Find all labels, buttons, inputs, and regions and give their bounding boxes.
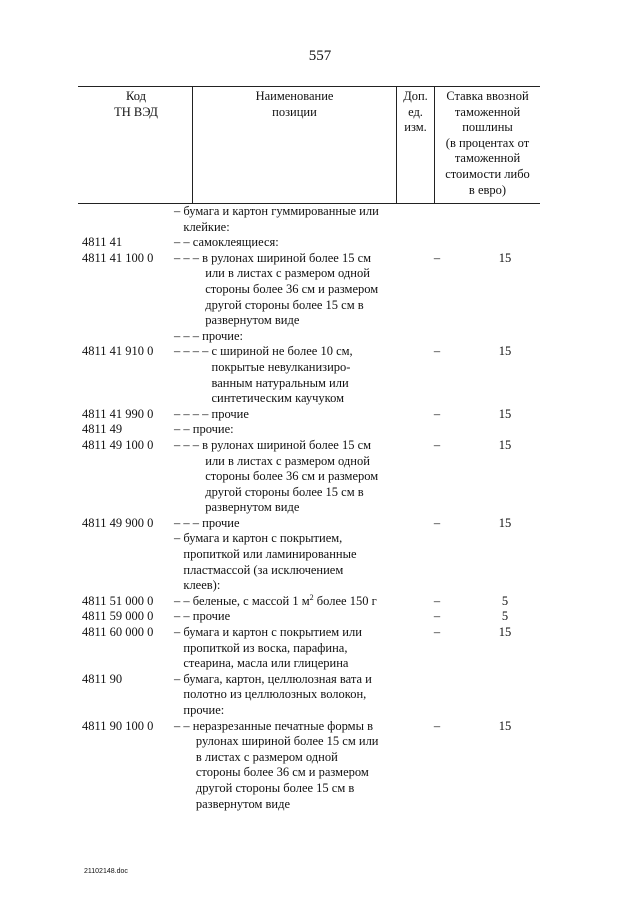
duty-rate (470, 454, 540, 470)
tn-ved-code (0, 765, 174, 781)
position-name: – бумага и картон гуммированные или (174, 204, 379, 218)
additional-unit (404, 531, 470, 547)
tn-ved-code (0, 376, 174, 392)
additional-unit (404, 485, 470, 501)
tn-ved-code (0, 531, 174, 547)
duty-rate (470, 687, 540, 703)
additional-unit: – (433, 344, 441, 359)
position-name: – – неразрезанные печатные формы в (174, 718, 374, 733)
tn-ved-code: 4811 49 900 0 (82, 515, 154, 530)
additional-unit (404, 672, 470, 688)
position-name: стороны более 36 см и размером (174, 469, 379, 484)
duty-rate (470, 547, 540, 563)
duty-rate (470, 422, 540, 438)
position-name: – бумага и картон с покрытием, (174, 531, 343, 546)
tn-ved-code (0, 204, 174, 220)
additional-unit (404, 469, 470, 485)
table-row (0, 344, 640, 360)
position-name: покрытые невулканизиро- (174, 359, 351, 374)
table-row (0, 719, 640, 735)
additional-unit (404, 703, 470, 719)
duty-rate: 15 (498, 406, 512, 421)
table-row (0, 765, 640, 781)
table-row (0, 485, 640, 501)
position-name: синтетическим каучуком (174, 391, 345, 406)
additional-unit: – (433, 718, 441, 733)
tn-ved-code (0, 750, 174, 766)
tn-ved-code (0, 454, 174, 470)
additional-unit (404, 563, 470, 579)
tn-ved-code: 4811 49 (82, 422, 123, 437)
table-row (0, 266, 640, 282)
duty-rate (470, 235, 540, 251)
tn-ved-code: 4811 60 000 0 (82, 625, 154, 640)
duty-rate (470, 391, 540, 407)
table-row (0, 609, 640, 625)
duty-rate (470, 781, 540, 797)
duty-rate (470, 656, 540, 672)
table-row (0, 438, 640, 454)
table-row (0, 656, 640, 672)
position-name: – бумага и картон с покрытием или (174, 625, 362, 640)
additional-unit: – (433, 406, 441, 421)
tn-ved-code (0, 703, 174, 719)
position-name-text: – – беленые, с массой 1 м (174, 593, 310, 608)
table-row (0, 750, 640, 766)
table-row (0, 298, 640, 314)
table-row (0, 547, 640, 563)
table-row (0, 220, 640, 236)
table-row (0, 578, 640, 594)
table-row (0, 454, 640, 470)
position-name: развернутом виде (174, 500, 300, 515)
position-name: – – самоклеящиеся: (174, 235, 279, 250)
position-name: стороны более 36 см и размером (174, 281, 379, 296)
additional-unit (404, 750, 470, 766)
position-name: или в листах с размером одной (174, 453, 370, 468)
tn-ved-code (0, 329, 174, 345)
additional-unit (404, 422, 470, 438)
additional-unit: – (433, 250, 441, 265)
tn-ved-code (0, 547, 174, 563)
header-code: Код ТН ВЭД (114, 89, 158, 119)
duty-rate (470, 578, 540, 594)
duty-rate (470, 298, 540, 314)
duty-rate (470, 266, 540, 282)
additional-unit (404, 656, 470, 672)
header-rate: Ставка ввозной таможенной пошлины (в процентах от таможенной стоимости либо в евро) (445, 89, 530, 197)
additional-unit: – (433, 437, 441, 452)
duty-rate (470, 703, 540, 719)
table-row (0, 797, 640, 813)
position-name: – – – в рулонах шириной более 15 см (174, 437, 372, 452)
position-name: – – – в рулонах шириной более 15 см (174, 250, 372, 265)
duty-rate (470, 500, 540, 516)
header-unit: Доп. ед. изм. (403, 89, 428, 135)
additional-unit (404, 360, 470, 376)
position-name: – – – прочие (174, 515, 240, 530)
table-row (0, 516, 640, 532)
duty-rate: 15 (498, 437, 512, 452)
duty-rate: 15 (498, 625, 512, 640)
duty-rate: 5 (501, 593, 509, 608)
position-name-text: более 150 г (313, 593, 377, 608)
tn-ved-code (0, 797, 174, 813)
position-name: полотно из целлюлозных волокон, (174, 687, 367, 702)
additional-unit (404, 687, 470, 703)
position-name: пропиткой из воска, парафина, (174, 640, 348, 655)
position-name: стороны более 36 см и размером (174, 765, 369, 780)
tn-ved-code: 4811 41 990 0 (82, 406, 154, 421)
footer-filename: 21102148.doc (84, 868, 128, 875)
table-row (0, 360, 640, 376)
position-name: другой стороны более 15 см в (174, 484, 364, 499)
additional-unit (404, 734, 470, 750)
position-name: рулонах шириной более 15 см или (174, 734, 379, 749)
table-row (0, 391, 640, 407)
tn-ved-code (0, 687, 174, 703)
table-row (0, 329, 640, 345)
tn-ved-code (0, 360, 174, 376)
duty-rate (470, 485, 540, 501)
duty-rate: 15 (498, 515, 512, 530)
tn-ved-code (0, 391, 174, 407)
tn-ved-code (0, 578, 174, 594)
tn-ved-code (0, 313, 174, 329)
position-name: прочие: (174, 703, 225, 717)
position-name: – – прочие (174, 609, 231, 624)
table-row (0, 235, 640, 251)
additional-unit (404, 781, 470, 797)
position-name: – – – – с шириной не более 10 см, (174, 344, 353, 359)
duty-rate (470, 313, 540, 329)
position-name: или в листах с размером одной (174, 266, 370, 281)
position-name: – бумага, картон, целлюлозная вата и (174, 671, 372, 686)
tn-ved-code (0, 500, 174, 516)
position-name: стеарина, масла или глицерина (174, 656, 349, 671)
table-row (0, 672, 640, 688)
tn-ved-code: 4811 90 (82, 671, 123, 686)
duty-rate (470, 531, 540, 547)
duty-rate (470, 641, 540, 657)
position-name: ванным натуральным или (174, 375, 349, 390)
tn-ved-code (0, 220, 174, 236)
tn-ved-code: 4811 59 000 0 (82, 609, 154, 624)
position-name: – – – – прочие (174, 406, 249, 421)
additional-unit (404, 235, 470, 251)
duty-rate (470, 360, 540, 376)
duty-rate (470, 734, 540, 750)
table-row (0, 422, 640, 438)
table-row (0, 204, 640, 220)
table-row (0, 407, 640, 423)
additional-unit: – (433, 609, 441, 624)
additional-unit (404, 797, 470, 813)
additional-unit (404, 282, 470, 298)
duty-rate (470, 672, 540, 688)
position-name: клеев): (174, 578, 221, 593)
position-name: – – – прочие: (174, 328, 243, 343)
position-name: развернутом виде (174, 796, 291, 811)
duty-rate (470, 204, 540, 220)
duty-rate (470, 329, 540, 345)
tn-ved-code: 4811 41 910 0 (82, 344, 154, 359)
table-row (0, 734, 640, 750)
table-row (0, 687, 640, 703)
duty-rate: 15 (498, 250, 512, 265)
additional-unit (404, 204, 470, 220)
page-number: 557 (308, 48, 332, 64)
position-name: другой стороны более 15 см в (174, 780, 355, 795)
table-row (0, 282, 640, 298)
position-name: – – прочие: (174, 422, 234, 437)
table-row (0, 641, 640, 657)
tn-ved-code (0, 282, 174, 298)
duty-rate: 15 (498, 344, 512, 359)
additional-unit (404, 765, 470, 781)
header-name: Наименование позиции (255, 89, 334, 119)
table-row (0, 469, 640, 485)
additional-unit (404, 391, 470, 407)
additional-unit (404, 500, 470, 516)
tn-ved-code (0, 656, 174, 672)
additional-unit: – (433, 625, 441, 640)
tn-ved-code: 4811 90 100 0 (82, 718, 154, 733)
additional-unit (404, 641, 470, 657)
duty-rate (470, 797, 540, 813)
position-name: пластмассой (за исключением (174, 562, 344, 577)
table-row (0, 594, 640, 610)
position-name: клейкие: (174, 219, 230, 234)
tariff-table-body (0, 204, 640, 812)
additional-unit (404, 329, 470, 345)
position-name: развернутом виде (174, 313, 300, 328)
tn-ved-code (0, 469, 174, 485)
tn-ved-code (0, 563, 174, 579)
tn-ved-code: 4811 41 100 0 (82, 250, 154, 265)
tn-ved-code (0, 734, 174, 750)
tn-ved-code (0, 298, 174, 314)
tn-ved-code (0, 266, 174, 282)
duty-rate (470, 563, 540, 579)
additional-unit (404, 220, 470, 236)
tn-ved-code (0, 485, 174, 501)
tn-ved-code: 4811 41 (82, 235, 123, 250)
position-name: пропиткой или ламинированные (174, 547, 357, 562)
duty-rate (470, 282, 540, 298)
additional-unit: – (433, 515, 441, 530)
position-name (174, 594, 404, 610)
table-row (0, 313, 640, 329)
superscript: 2 (309, 592, 314, 602)
additional-unit (404, 313, 470, 329)
table-row (0, 531, 640, 547)
table-row (0, 703, 640, 719)
table-row (0, 251, 640, 267)
additional-unit (404, 578, 470, 594)
duty-rate (470, 220, 540, 236)
duty-rate (470, 750, 540, 766)
duty-rate (470, 376, 540, 392)
duty-rate (470, 765, 540, 781)
tn-ved-code (0, 781, 174, 797)
additional-unit (404, 376, 470, 392)
additional-unit (404, 547, 470, 563)
table-row (0, 500, 640, 516)
duty-rate: 15 (498, 718, 512, 733)
table-row (0, 625, 640, 641)
header-top-rule (78, 86, 540, 87)
tn-ved-code (0, 641, 174, 657)
additional-unit (404, 454, 470, 470)
tn-ved-code: 4811 49 100 0 (82, 437, 154, 452)
duty-rate (470, 469, 540, 485)
tn-ved-code: 4811 51 000 0 (82, 593, 154, 608)
table-row (0, 376, 640, 392)
position-name: в листах с размером одной (174, 749, 338, 764)
additional-unit: – (433, 593, 441, 608)
table-row (0, 781, 640, 797)
position-name: другой стороны более 15 см в (174, 297, 364, 312)
additional-unit (404, 266, 470, 282)
table-row (0, 563, 640, 579)
duty-rate: 5 (501, 609, 509, 624)
additional-unit (404, 298, 470, 314)
